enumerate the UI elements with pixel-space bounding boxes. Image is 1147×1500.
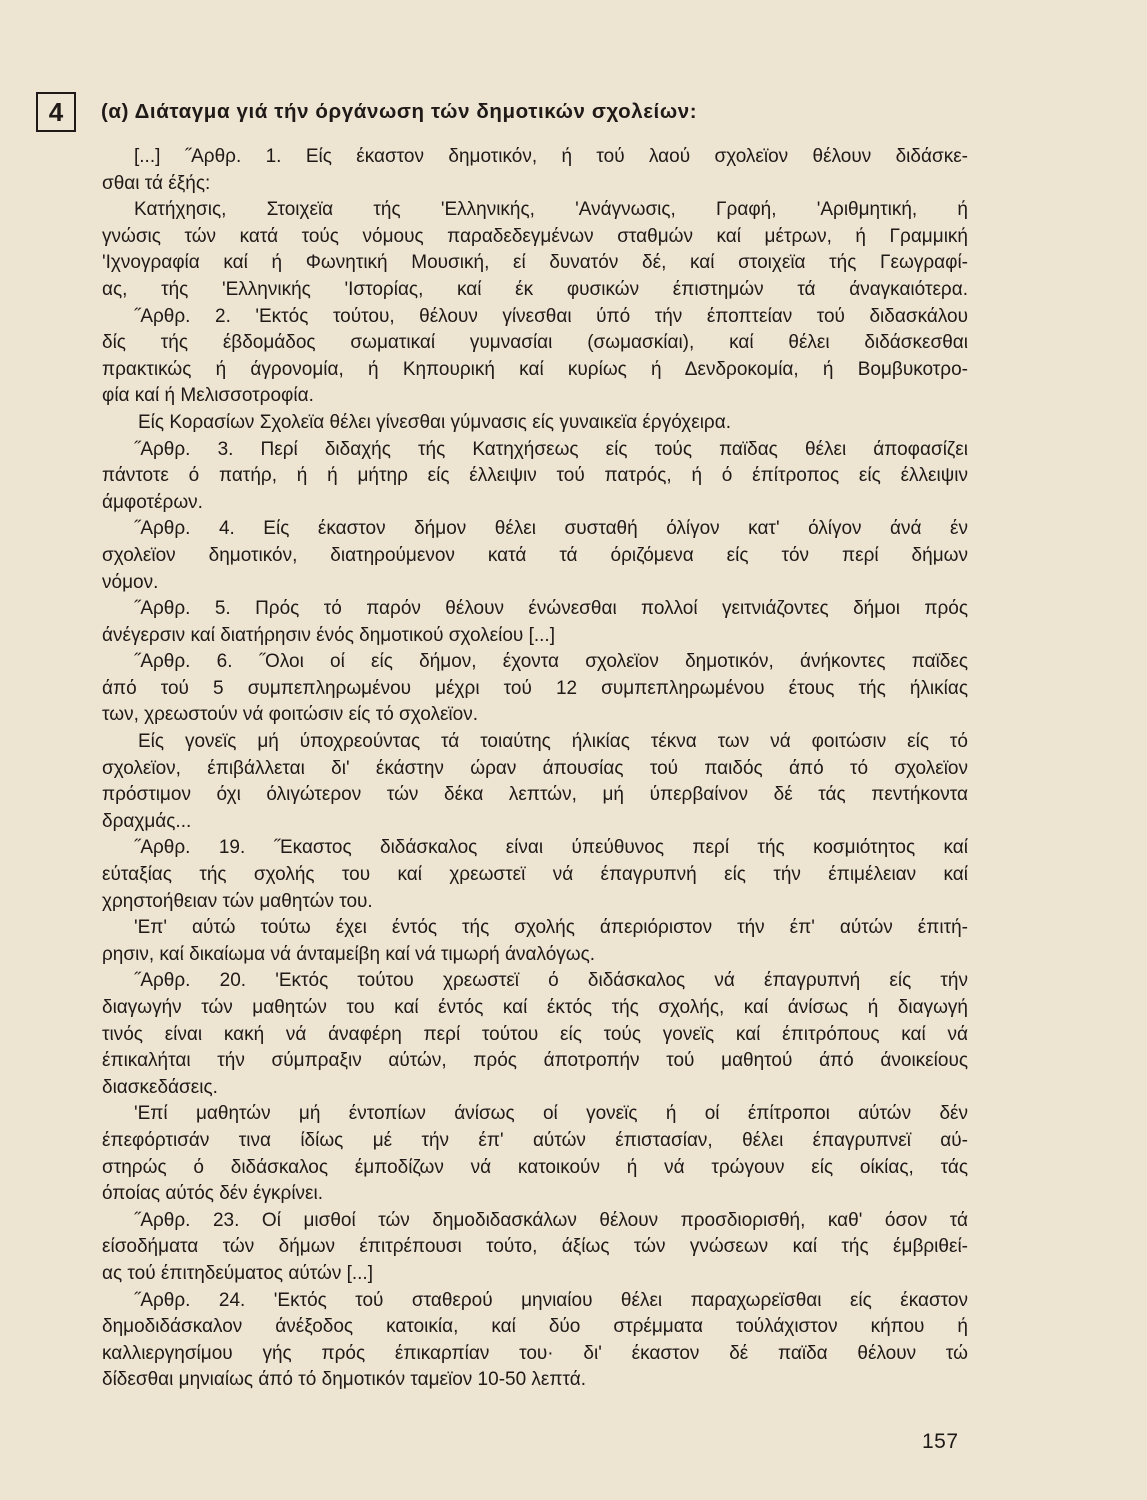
text-line: των, χρεωστούν νά φοιτώσιν είς τό σχολεϊον. (102, 704, 478, 726)
text-line: ˝Αρθρ. 4. Είς έκαστον δήμον θέλει συσταθή όλίγον κατ' όλίγον άνά έν (134, 518, 968, 540)
text-line: δίδεσθαι μηνιαίως άπό τό δημοτικόν ταμεϊον 10-50 λεπτά. (102, 1369, 587, 1391)
text-line: στηρώς ό διδάσκαλος έμποδίζων νά κατοικούν ή νά τρώγουν είς οίκίας, τάς (102, 1156, 968, 1178)
text-line: [...] ˝Αρθρ. 1. Είς έκαστον δημοτικόν, ή τού λαού σχολεϊον θέλουν διδάσκε- (134, 146, 968, 167)
text-line: φία καί ή Μελισσοτροφία. (102, 385, 314, 407)
text-line: άπό τού 5 συμπεπληρωμένου μέχρι τού 12 συμπεπληρωμένου έτους τής ήλικίας (102, 677, 968, 699)
text-line: σθαι τά έξής: (102, 172, 211, 194)
text-line: δημοδιδάσκαλον άνέξοδος κατοικία, καί δύο στρέμματα τούλάχιστον κήπου ή (102, 1316, 968, 1338)
text-line: σχολεϊον, έπιβάλλεται δι' έκάστην ώραν άπουσίας τού παιδός άπό τό σχολεϊον (102, 757, 968, 779)
text-line: είσοδήματα τών δήμων έπιτρέπουσι τούτο, άξίως τών γνώσεων καί τής έμβριθεί- (102, 1236, 968, 1258)
text-line: διασκεδάσεις. (102, 1076, 218, 1098)
page-number: 157 (922, 1430, 959, 1453)
text-line: 'Επ' αύτώ τούτω έχει έντός τής σχολής άπεριόριστον τήν έπ' αύτών έπιτή- (134, 917, 968, 939)
text-line: ˝Αρθρ. 3. Περί διδαχής τής Κατηχήσεως είς τούς παϊδας θέλει άποφασίζει (134, 438, 968, 460)
text-line: πρακτικώς ή άγρονομία, ή Κηπουρική καί κυρίως ή Δενδροκομία, ή Βομβυκοτρο- (102, 358, 968, 380)
text-line: ας, τής 'Ελληνικής 'Ιστορίας, καί έκ φυσικών έπιστημών τά άναγκαιότερα. (102, 278, 968, 300)
text-line: καλλιεργησίμου γής πρός έπικαρπίαν του· δι' έκαστον δέ παϊδα θέλουν τώ (102, 1342, 968, 1364)
text-line: πάντοτε ό πατήρ, ή ή μήτηρ είς έλλειψιν τού πατρός, ή ό έπίτροπος είς έλλειψιν (102, 465, 968, 487)
text-line: ˝Αρθρ. 2. 'Εκτός τούτου, θέλουν γίνεσθαι ύπό τήν έποπτείαν τού διδασκάλου (134, 305, 968, 327)
text-line: ρησιν, καί δικαίωμα νά άνταμείβη καί νά τιμωρή άναλόγως. (102, 943, 596, 965)
text-line: 'Ιχνογραφία καί ή Φωνητική Μουσική, εί δυνατόν δέ, καί στοιχεϊα τής Γεωγραφί- (102, 252, 968, 274)
text-line: Είς γονεϊς μή ύποχρεούντας τά τοιαύτης ήλικίας τέκνα των νά φοιτώσιν είς τό (138, 731, 968, 753)
text-line: διαγωγήν τών μαθητών του καί έντός καί έκτός τής σχολής, καί άνίσως ή διαγωγή (102, 997, 968, 1018)
text-line: έπεφόρτισάν τινα ίδίως μέ τήν έπ' αύτών έπιστασίαν, θέλει έπαγρυπνεϊ αύ- (102, 1129, 968, 1151)
text-line: ˝Αρθρ. 24. 'Εκτός τού σταθερού μηνιαίου θέλει παραχωρεϊσθαι είς έκαστον (134, 1289, 968, 1311)
text-line: χρηστοήθειαν τών μαθητών του. (102, 890, 373, 912)
text-line: έπικαλήται τήν σύμπραξιν αύτών, πρός άποτροπήν τού μαθητού άπό άνοικείους (102, 1050, 968, 1072)
text-line: ˝Αρθρ. 20. 'Εκτός τούτου χρεωστεϊ ό διδάσκαλος νά έπαγρυπνή είς τήν (134, 970, 968, 992)
text-line: ˝Αρθρ. 23. Οί μισθοί τών δημοδιδασκάλων θέλουν προσδιορισθή, καθ' όσον τά (134, 1209, 968, 1231)
text-line: 'Επί μαθητών μή έντοπίων άνίσως οί γονεϊς ή οί έπίτροποι αύτών δέν (134, 1103, 968, 1125)
text-line: ˝Αρθρ. 19. ˝Εκαστος διδάσκαλος είναι ύπεύθυνος περί τής κοσμιότητος καί (134, 837, 968, 859)
text-line: Κατήχησις, Στοιχεϊα τής 'Ελληνικής, 'Ανάγνωσις, Γραφή, 'Αριθμητική, ή (134, 199, 968, 221)
text-line: γνώσις τών κατά τούς νόμους παραδεδεγμένων σταθμών καί μέτρων, ή Γραμμική (102, 225, 968, 247)
text-line: άμφοτέρων. (102, 491, 203, 513)
text-line: εύταξίας τής σχολής του καί χρεωστεϊ νά έπαγρυπνή είς τήν έπιμέλειαν καί (102, 864, 968, 886)
decree-text (102, 144, 968, 1394)
text-line: ˝Αρθρ. 6. ˝Ολοι οί είς δήμον, έχοντα σχολεϊον δημοτικόν, άνήκοντες παϊδες (134, 651, 968, 673)
section-heading: (α) Διάταγμα γιά τήν όργάνωση τών δημοτικών σχολείων: (101, 100, 698, 123)
text-line: νόμον. (102, 571, 159, 593)
text-line: Είς Κορασίων Σχολεϊα θέλει γίνεσθαι γύμνασις είς γυναικεϊα έργόχειρα. (138, 411, 731, 433)
text-line: δίς τής έβδομάδος σωματικαί γυμνασίαι (σωμασκίαι), καί θέλει διδάσκεσθαι (102, 332, 968, 354)
text-line: άνέγερσιν καί διατήρησιν ένός δημοτικού σχολείου [...] (102, 624, 555, 646)
text-line: ˝Αρθρ. 5. Πρός τό παρόν θέλουν ένώνεσθαι πολλοί γειτνιάζοντες δήμοι πρός (134, 598, 968, 620)
text-line: τινός είναι κακή νά άναφέρη περί τούτου είς τούς γονεϊς καί έπιτρόπους καί νά (102, 1023, 968, 1045)
text-line: πρόστιμον όχι όλιγώτερον τών δέκα λεπτών, μή ύπερβαίνον δέ τάς πεντήκοντα (102, 784, 968, 806)
section-number-box: 4 (36, 92, 76, 132)
text-line: όποίας αύτός δέν έγκρίνει. (102, 1183, 324, 1205)
text-line: ας τού έπιτηδεύματος αύτών [...] (102, 1262, 373, 1284)
text-line: δραχμάς... (102, 810, 192, 832)
text-line: σχολεϊον δημοτικόν, διατηρούμενον κατά τά όριζόμενα είς τόν περί δήμων (102, 544, 968, 566)
